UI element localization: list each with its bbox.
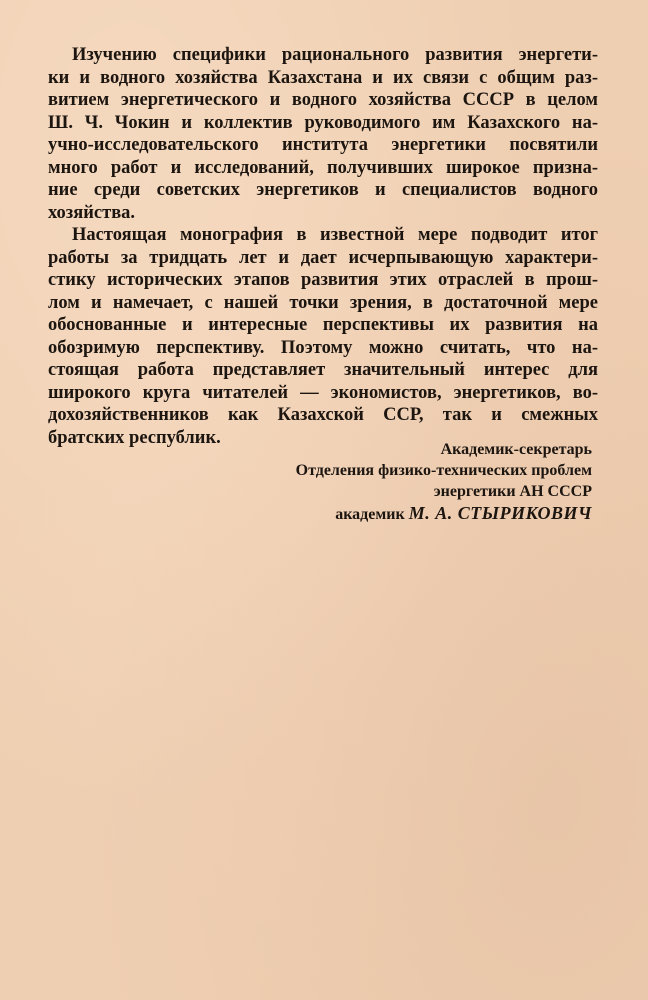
signature-department: Отделения физико-технических проблем xyxy=(295,462,592,479)
signature-title-word: академик xyxy=(335,506,405,523)
paragraph-1-line-1: Изучению специфики рационального развития энергети- xyxy=(72,45,598,65)
paragraph-2-line-8: широкого круга читателей — экономистов, энергетиков, во- xyxy=(48,382,598,403)
paragraph-2-line-2: работы за тридцать лет и дает исчерпывающую характери- xyxy=(48,247,598,268)
paragraph-2-line-1: Настоящая монография в известной мере подводит итог xyxy=(72,225,598,245)
paragraph-1-line-7: ние среди советских энергетиков и специалистов водного xyxy=(48,180,598,200)
signature-name: М. А. СТЫРИКОВИЧ xyxy=(408,503,592,523)
signature-position: Академик-секретарь xyxy=(440,441,592,458)
paragraph-1-line-3: витием энергетического и водного хозяйства СССР в целом xyxy=(48,90,598,110)
paragraph-1-line-6: много работ и исследований, получивших широкое призна- xyxy=(48,157,598,178)
paragraph-1-line-5: учно-исследовательского института энергетики посвятили xyxy=(48,135,598,155)
signature-author xyxy=(335,503,592,525)
paragraph-2-line-4: лом и намечает, с нашей точки зрения, в достаточной мере xyxy=(48,292,598,313)
signature-academy: энергетики АН СССР xyxy=(433,483,592,500)
paragraph-1-line-2: ки и водного хозяйства Казахстана и их связи с общим раз- xyxy=(48,67,598,88)
paragraph-1-line-8: хозяйства. xyxy=(48,202,136,223)
paragraph-2-line-9: дохозяйственников как Казахской ССР, так и смежных xyxy=(48,405,598,425)
paragraph-2-line-10: братских республик. xyxy=(48,427,221,448)
paragraph-2-line-3: стику исторических этапов развития этих отраслей в прош- xyxy=(48,270,598,290)
paragraph-1-line-4: Ш. Ч. Чокин и коллектив руководимого им Казахского на- xyxy=(48,112,598,133)
paragraph-2-line-5: обоснованные и интересные перспективы их развития на xyxy=(48,315,598,335)
paragraph-2-line-6: обозримую перспективу. Поэтому можно считать, что на- xyxy=(48,337,598,358)
paragraph-2-line-7: стоящая работа представляет значительный интерес для xyxy=(48,360,598,380)
